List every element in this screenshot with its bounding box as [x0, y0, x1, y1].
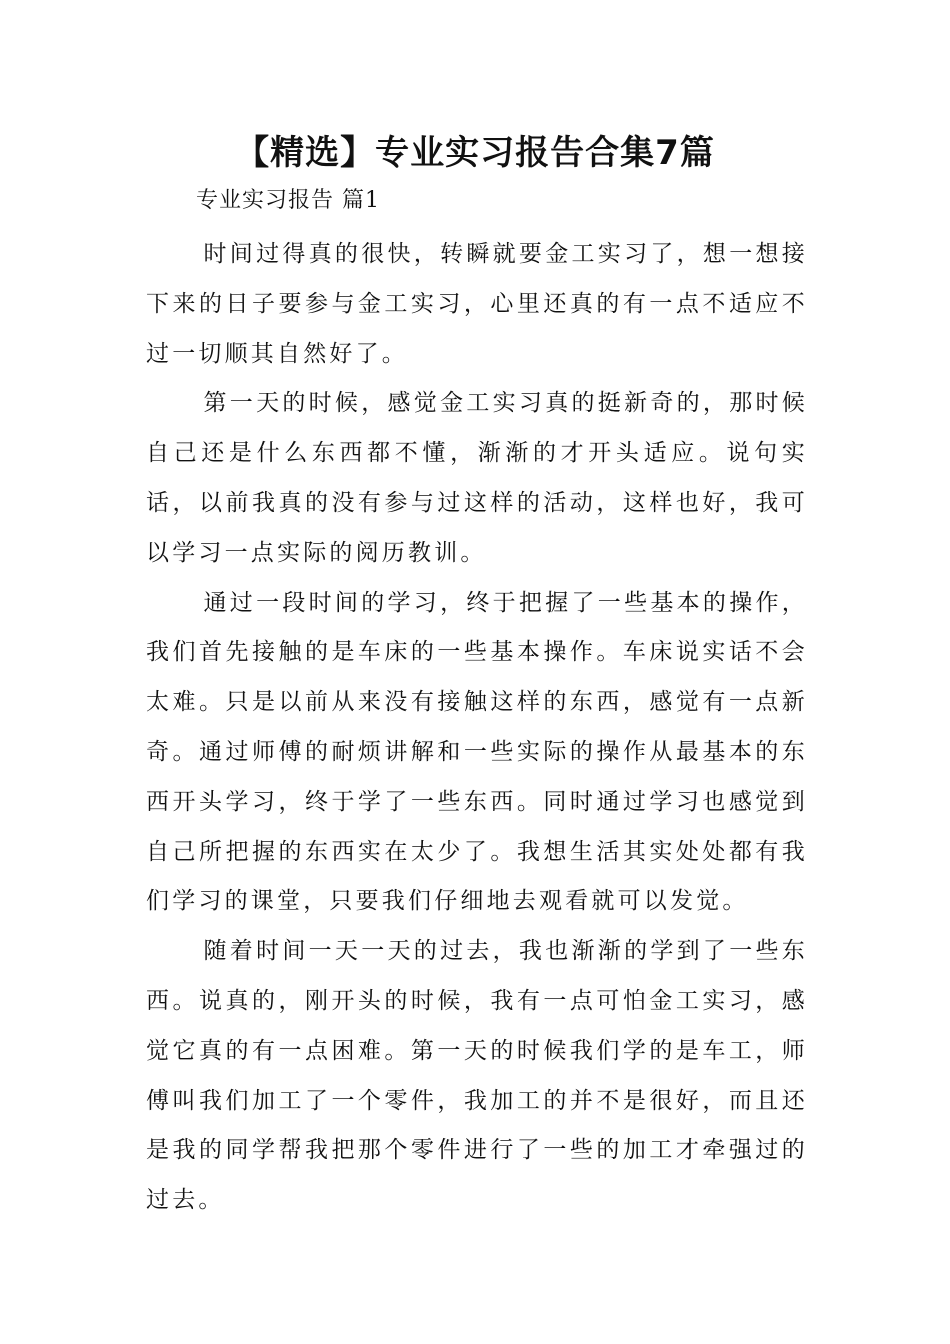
- paragraph: 时间过得真的很快，转瞬就要金工实习了，想一想接下来的日子要参与金工实习，心里还真的有一点不适应不过一切顺其自然好了。: [146, 241, 808, 367]
- section-heading: 专业实习报告 篇1: [196, 188, 380, 213]
- paragraph: 第一天的时候，感觉金工实习真的挺新奇的，那时候自己还是什么东西都不懂，渐渐的才开头适应。说句实话，以前我真的没有参与过这样的活动，这样也好，我可以学习一点实际的阅历教训。: [146, 390, 808, 566]
- document-body: [146, 230, 808, 1226]
- paragraph: 随着时间一天一天的过去，我也渐渐的学到了一些东西。说真的，刚开头的时候，我有一点可怕金工实习，感觉它真的有一点困难。第一天的时候我们学的是车工，师傅叫我们加工了一个零件，我加工的并不是很好，而且还是我的同学帮我把那个零件进行了一些的加工才牵强过的过去。: [146, 938, 808, 1214]
- document-title: 【精选】专业实习报告合集7篇: [235, 133, 715, 173]
- paragraph: 通过一段时间的学习，终于把握了一些基本的操作，我们首先接触的是车床的一些基本操作。车床说实话不会太难。只是以前从来没有接触这样的东西，感觉有一点新奇。通过师傅的耐烦讲解和一些实际的操作从最基本的东西开头学习，终于学了一些东西。同时通过学习也感觉到自己所把握的东西实在太少了。我想生活其实处处都有我们学习的课堂，只要我们仔细地去观看就可以发觉。: [146, 589, 808, 915]
